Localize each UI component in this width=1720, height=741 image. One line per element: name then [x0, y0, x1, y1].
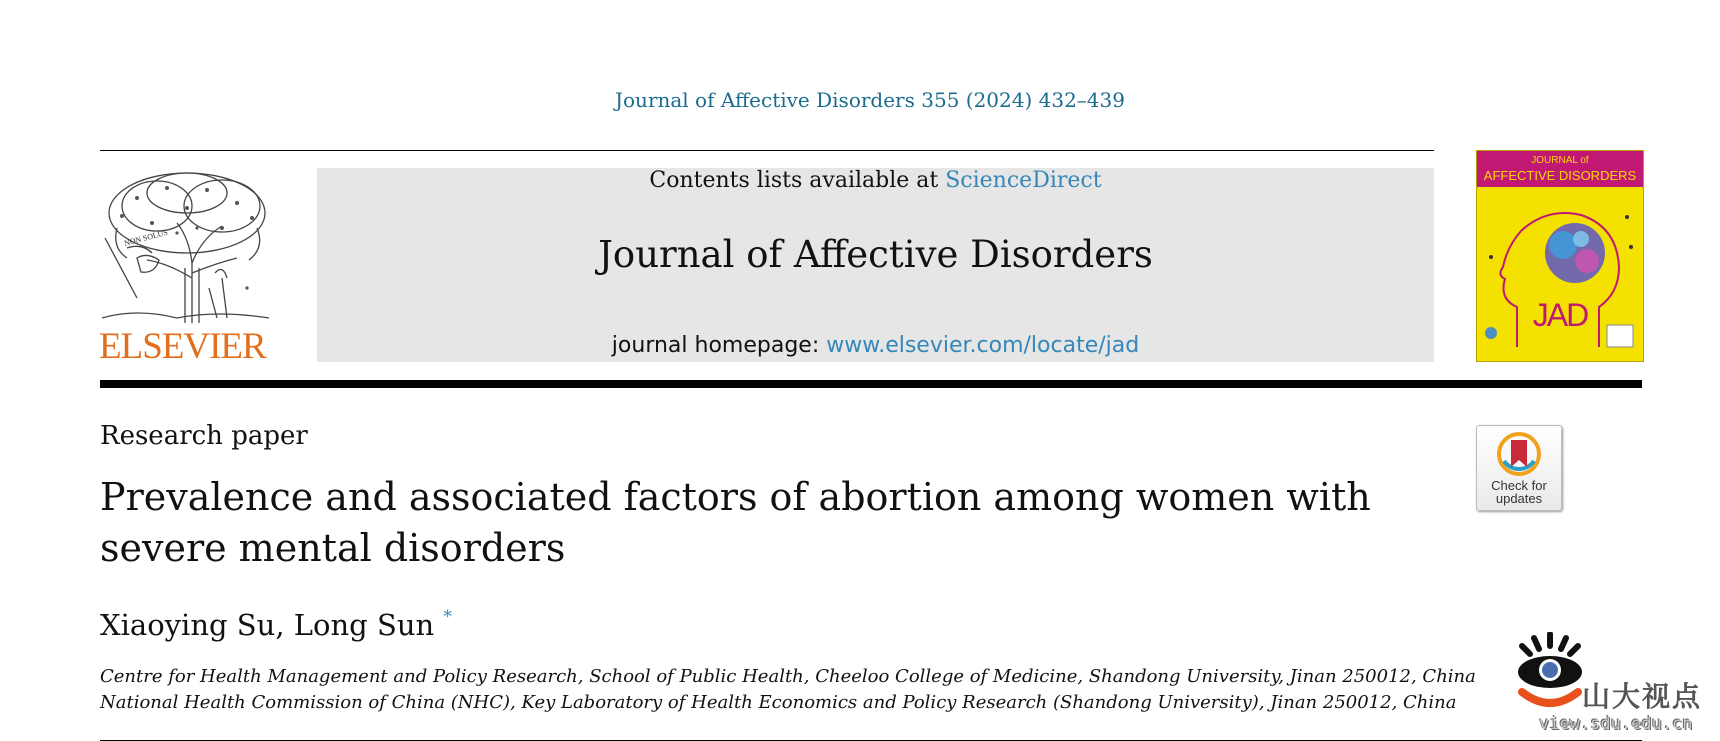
affiliation: Centre for Health Management and Policy Research, School of Public Health, Cheeloo College of Medicine, Shandong University, Jinan 250012, China	[100, 666, 1476, 687]
corresponding-author-mark[interactable]: *	[443, 607, 452, 627]
journal-name: Journal of Affective Disorders	[598, 233, 1153, 276]
author-name[interactable]: Xiaoying Su	[100, 608, 276, 642]
head-profile-icon	[1477, 187, 1643, 361]
elsevier-wordmark: ELSEVIER	[99, 326, 266, 367]
author-list	[100, 607, 452, 642]
watermark-chinese-text: 山大视点	[1582, 680, 1703, 713]
author-name[interactable]: Long Sun	[293, 608, 435, 642]
article-title: Prevalence and associated factors of abortion among women with severe mental disorders	[100, 475, 1371, 570]
homepage-prefix: journal homepage:	[611, 333, 820, 358]
elsevier-logo[interactable]	[97, 168, 275, 367]
elsevier-tree-icon	[97, 168, 275, 328]
homepage-line	[317, 333, 1434, 358]
journal-cover[interactable]	[1476, 150, 1644, 362]
check-for-updates-label	[1477, 479, 1561, 505]
journal-header-box	[317, 168, 1434, 362]
top-rule	[100, 150, 1434, 151]
svg-text:NON SOLUS: NON SOLUS	[123, 227, 169, 248]
affiliation: National Health Commission of China (NHC), Key Laboratory of Health Economics and Policy Research (Shandong University), Jinan 250012, China	[100, 692, 1457, 713]
contents-prefix: Contents lists available at	[649, 168, 939, 193]
thick-rule	[100, 380, 1642, 388]
sciencedirect-link[interactable]: ScienceDirect	[945, 168, 1102, 193]
article-type: Research paper	[100, 421, 308, 451]
check-label-line1: Check for	[1491, 478, 1547, 493]
watermark	[1514, 632, 1720, 741]
watermark-url: view.sdu.edu.cn	[1539, 714, 1693, 734]
cover-title-line2: AFFECTIVE DISORDERS	[1483, 168, 1637, 183]
author-separator: ,	[275, 608, 285, 642]
check-for-updates-button[interactable]	[1476, 425, 1562, 511]
check-label-line2: updates	[1495, 491, 1543, 506]
homepage-link[interactable]: www.elsevier.com/locate/jad	[826, 333, 1140, 358]
contents-line	[317, 168, 1434, 193]
cover-title-line1: JOURNAL of	[1531, 155, 1589, 166]
eye-logo-icon	[1514, 632, 1586, 716]
bookmark-ribbon-icon	[1496, 431, 1542, 477]
journal-citation[interactable]: Journal of Affective Disorders 355 (2024) 432–439	[615, 88, 1125, 112]
cover-abbreviation: JAD	[1532, 297, 1588, 333]
